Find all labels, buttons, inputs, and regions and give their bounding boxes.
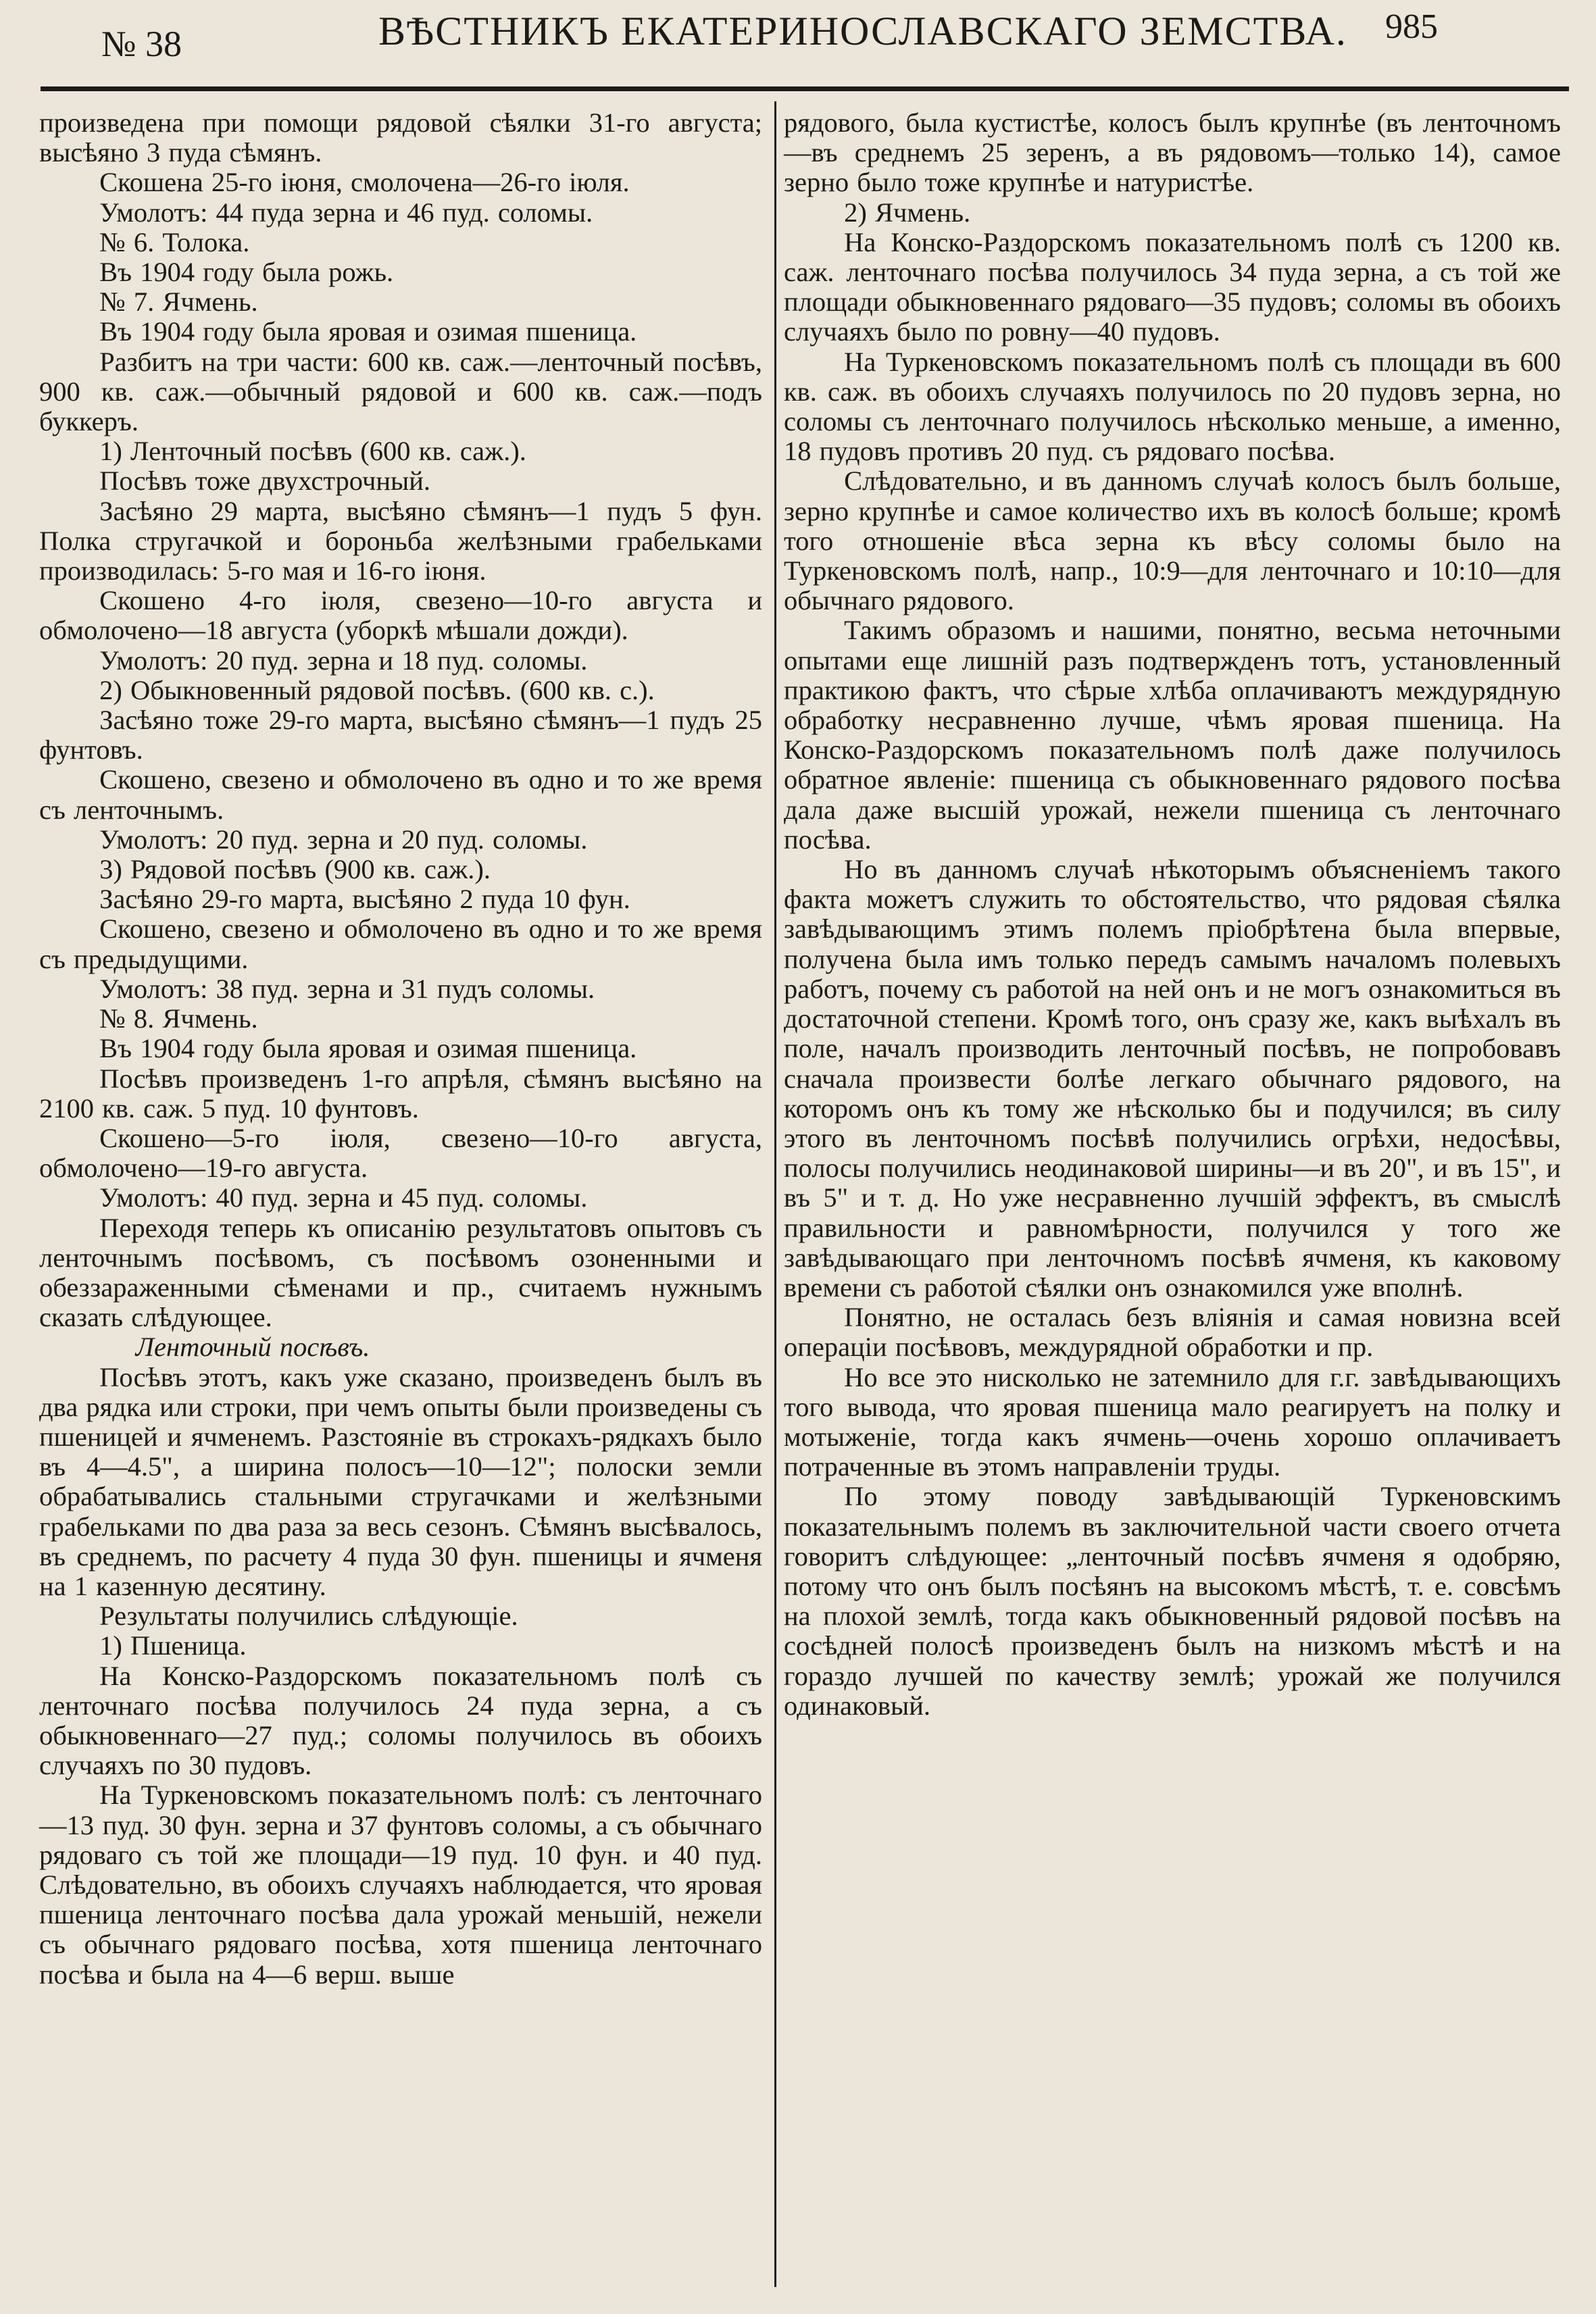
paragraph: Въ 1904 году была яровая и озимая пшеница.	[99, 316, 637, 347]
paragraph: Умолотъ: 44 пуда зерна и 46 пуд. соломы.	[99, 197, 593, 228]
paragraph: На Туркеновскомъ показательномъ полѣ: съ ленточнаго—13 пуд. 30 фун. зерна и 37 фунтовъ соломы, а съ обычнаго рядоваго съ той же площади—19 пуд. 10 фун. и 40 пуд. Слѣдовательно, въ обоихъ случаяхъ наблюдается, что яровая пшеница ленточнаго посѣва дала урожай меньшій, нежели съ обычнаго рядоваго посѣва, хотя пшеница ленточнаго посѣва и была на 4—6 верш. выше	[39, 1780, 762, 1990]
paragraph: Въ 1904 году была рожь.	[99, 257, 394, 288]
right-column	[784, 108, 1561, 1721]
paragraph: Посѣвъ произведенъ 1-го апрѣля, сѣмянъ высѣяно на 2100 кв. саж. 5 пуд. 10 фунтовъ.	[39, 1063, 762, 1124]
paragraph: Но все это нисколько не затемнило для г.г. завѣдывающихъ того вывода, что яровая пшеница мало реагируетъ на полку и мотыженіе, тогда какъ ячмень—очень хорошо оплачиваетъ потраченные въ этомъ направленіи труды.	[784, 1361, 1561, 1482]
paragraph: На Туркеновскомъ показательномъ полѣ съ площади въ 600 кв. саж. въ обоихъ случаяхъ получилось по 20 пудовъ зерна, но соломы съ ленточнаго получилось нѣсколько меньше, а именно, 18 пудовъ противъ 20 пуд. съ рядоваго посѣва.	[784, 346, 1561, 467]
left-column	[39, 108, 762, 1990]
paragraph: произведена при помощи рядовой сѣялки 31-го августа; высѣяно 3 пуда сѣмянъ.	[39, 107, 762, 168]
paragraph: Умолотъ: 38 пуд. зерна и 31 пудъ соломы.	[99, 973, 595, 1004]
paragraph: Въ 1904 году была яровая и озимая пшеница.	[99, 1033, 637, 1064]
paragraph: Умолотъ: 20 пуд. зерна и 20 пуд. соломы.	[99, 824, 588, 855]
paragraph: № 8. Ячмень.	[99, 1003, 258, 1034]
paragraph: 2) Обыкновенный рядовой посѣвъ. (600 кв. с.).	[99, 674, 655, 705]
paragraph: На Конско-Раздорскомъ показательномъ полѣ съ 1200 кв. саж. ленточнаго посѣва получилось 34 пуда зерна, а съ той же площади обыкновеннаго рядоваго—35 пудовъ; соломы въ обоихъ случаяхъ было по ровну—40 пудовъ.	[784, 226, 1561, 347]
journal-title: ВѢСТНИКЪ ЕКАТЕРИНОСЛАВСКАГО ЗЕМСТВА.	[378, 9, 1347, 53]
page-header	[0, 0, 1596, 81]
paragraph: По этому поводу завѣдывающій Туркеновскимъ показательнымъ полемъ въ заключительной части своего отчета говоритъ слѣдующее: „ленточный посѣвъ ячменя я одобряю, потому что онъ былъ посѣянъ на высокомъ мѣстѣ, т. е. совсѣмъ на плохой землѣ, тогда какъ обыкновенный рядовой посѣвъ на сосѣдней полосѣ произведенъ былъ на низкомъ мѣстѣ и на гораздо лучшей по качеству землѣ; урожай же получился одинаковый.	[784, 1481, 1561, 1721]
paragraph: Посѣвъ этотъ, какъ уже сказано, произведенъ былъ въ два рядка или строки, при чемъ опыты были произведены съ пшеницей и ячменемъ. Разстояніе въ строкахъ-рядкахъ было въ 4—4.5", а ширина полосъ—10—12"; полоски земли обрабатывались стальными стругачками и желѣзными грабельками по два раза за весь сезонъ. Сѣмянъ высѣвалось, въ среднемъ, по расчету 4 пуда 30 фун. пшеницы и ячменя на 1 казенную десятину.	[39, 1361, 762, 1601]
paragraph: № 7. Ячмень.	[99, 286, 258, 318]
paragraph: Ленточный посѣвъ.	[135, 1332, 370, 1363]
paragraph: Результаты получились слѣдующіе.	[99, 1601, 518, 1632]
paragraph: 2) Ячмень.	[844, 197, 971, 228]
paragraph: Засѣяно тоже 29-го марта, высѣяно сѣмянъ—1 пудъ 25 фунтовъ.	[39, 705, 762, 765]
paragraph: Понятно, не осталась безъ вліянія и самая новизна всей операціи посѣвовъ, междурядной обработки и пр.	[784, 1302, 1561, 1363]
paragraph: 1) Пшеница.	[99, 1630, 247, 1661]
paragraph: Скошено 4-го іюля, свезено—10-го августа и обмолочено—18 августа (уборкѣ мѣшали дожди).	[39, 585, 762, 646]
paragraph: 1) Ленточный посѣвъ (600 кв. саж.).	[99, 436, 526, 467]
paragraph: Скошено, свезено и обмолочено въ одно и то же время съ предыдущими.	[39, 913, 762, 974]
paragraph: рядового, была кустистѣе, колосъ былъ крупнѣе (въ ленточномъ—въ среднемъ 25 зеренъ, а въ рядовомъ—только 14), самое зерно было тоже крупнѣе и натуристѣе.	[784, 107, 1561, 198]
paragraph: Умолотъ: 40 пуд. зерна и 45 пуд. соломы.	[99, 1182, 588, 1213]
paragraph: Разбитъ на три части: 600 кв. саж.—ленточный посѣвъ, 900 кв. саж.—обычный рядовой и 600 кв. саж.—подъ буккеръ.	[39, 346, 762, 437]
paragraph: Посѣвъ тоже двухстрочный.	[99, 466, 431, 497]
paragraph: На Конско-Раздорскомъ показательномъ полѣ съ ленточнаго посѣва получилось 24 пуда зерна, а съ обыкновеннаго—27 пуд.; соломы получилось въ обоихъ случаяхъ по 30 пудовъ.	[39, 1660, 762, 1781]
paragraph: Умолотъ: 20 пуд. зерна и 18 пуд. соломы.	[99, 645, 588, 676]
paragraph: Слѣдовательно, и въ данномъ случаѣ колосъ былъ больше, зерно крупнѣе и самое количество ихъ въ колосѣ больше; кромѣ того отношеніе вѣса зерна къ вѣсу соломы было на Туркеновскомъ полѣ, напр., 10:9—для ленточнаго и 10:10—для обычнаго рядового.	[784, 466, 1561, 616]
paragraph: Скошено—5-го іюля, свезено—10-го августа, обмолочено—19-го августа.	[39, 1122, 762, 1184]
paragraph: Засѣяно 29-го марта, высѣяно 2 пуда 10 фун.	[99, 884, 630, 915]
paragraph: Переходя теперь къ описанію результатовъ опытовъ съ ленточнымъ посѣвомъ, съ посѣвомъ озоненными и обеззараженными сѣменами и пр., считаемъ нужнымъ сказать слѣдующее.	[39, 1212, 762, 1333]
paragraph: 3) Рядовой посѣвъ (900 кв. саж.).	[99, 854, 491, 885]
paragraph: Скошено, свезено и обмолочено въ одно и то же время съ ленточнымъ.	[39, 764, 762, 825]
paragraph: Засѣяно 29 марта, высѣяно сѣмянъ—1 пудъ 5 фун. Полка стругачкой и бороньба желѣзными грабельками производилась: 5-го мая и 16-го іюня.	[39, 495, 762, 586]
issue-number: № 38	[101, 24, 182, 64]
paragraph: Но въ данномъ случаѣ нѣкоторымъ объясненіемъ такого факта можетъ служить то обстоятельство, что рядовая сѣялка завѣдывающимъ этимъ полемъ пріобрѣтена была впервые, получена была имъ только передъ самымъ началомъ полевыхъ работъ, почему съ работой на ней онъ и не могъ ознакомиться въ достаточной степени. Кромѣ того, онъ сразу же, какъ выѣхалъ въ поле, началъ производить ленточный посѣвъ, не попробовавъ сначала произвести болѣе легкаго обычнаго рядового, на которомъ онъ къ тому же нѣсколько бы и подучился; въ силу этого въ ленточномъ посѣвѣ получились огрѣхи, недосѣвы, полосы получились неодинаковой ширины—и въ 20", и въ 15", и въ 5" и т. д. Но уже несравненно лучшій эффектъ, въ смыслѣ правильности и равномѣрности, получился у того же завѣдывающаго при ленточномъ посѣвѣ ячменя, къ каковому времени съ работой сѣялки онъ ознакомился уже вполнѣ.	[784, 854, 1561, 1303]
header-rule	[41, 86, 1569, 91]
paragraph: Скошена 25-го іюня, смолочена—26-го іюля.	[99, 167, 630, 198]
paragraph: № 6. Толока.	[99, 226, 250, 257]
paragraph: Такимъ образомъ и нашими, понятно, весьма неточными опытами еще лишній разъ подтвержденъ тотъ, установленный практикою фактъ, что сѣрые хлѣба оплачиваютъ междурядную обработку несравненно лучше, чѣмъ яровая пшеница. На Конско-Раздорскомъ показательномъ полѣ даже получилось обратное явленіе: пшеница съ обыкновеннаго рядового посѣва дала даже высшій урожай, нежели пшеница съ ленточнаго посѣва.	[784, 615, 1561, 855]
column-divider	[774, 101, 776, 2287]
page-number: 985	[1385, 7, 1438, 46]
